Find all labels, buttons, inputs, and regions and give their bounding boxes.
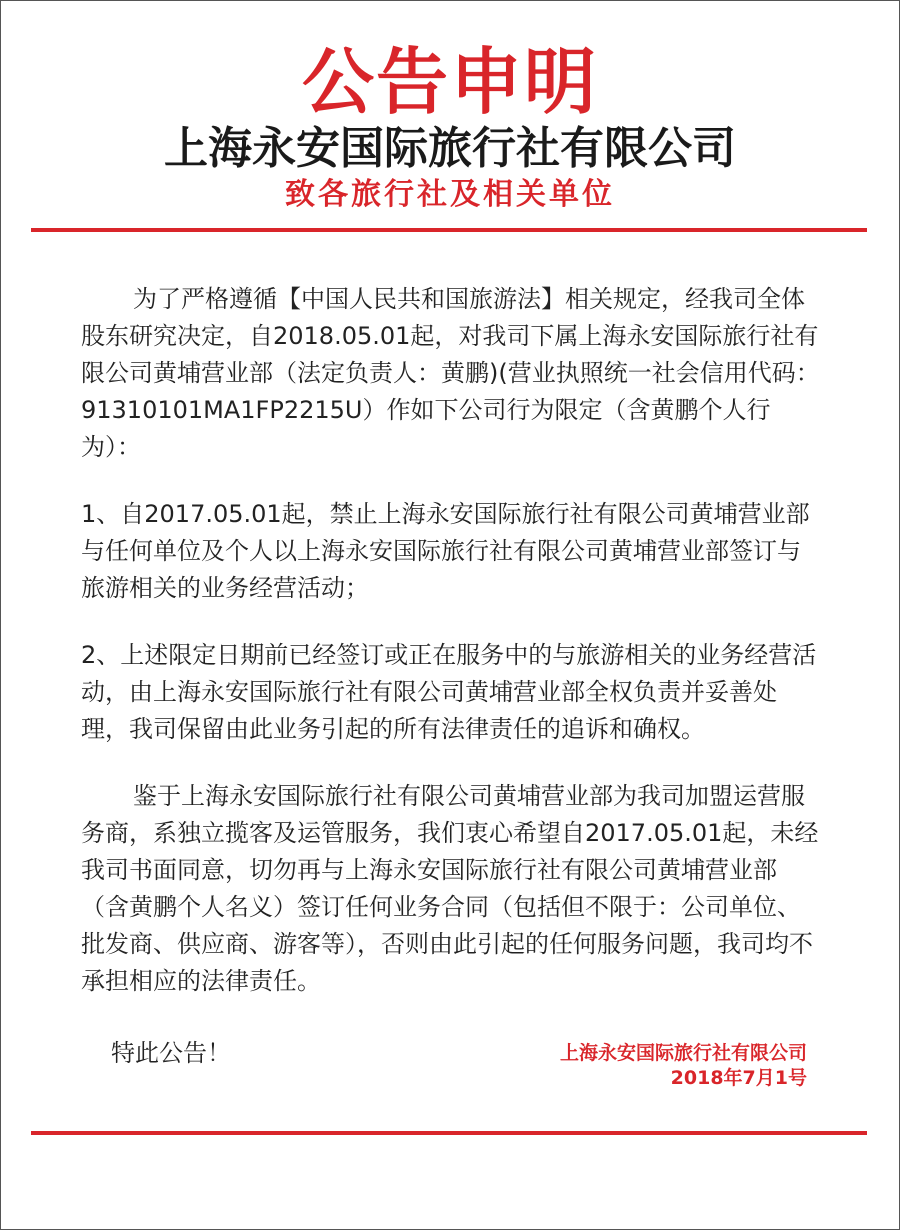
intro-paragraph: 为了严格遵循【中国人民共和国旅游法】相关规定，经我司全体股东研究决定，自2018.05.01起，对我司下属上海永安国际旅行社有限公司黄埔营业部（法定负责人：黄鹏)(营业执照统一社会信用代码：91310101MA1FP2215U）作如下公司行为限定（含黄鹏个人行为）： [81, 285, 820, 461]
recipient-line: 致各旅行社及相关单位 [285, 177, 615, 212]
top-divider [31, 228, 867, 232]
signature-date: 2018年7月1号 [670, 1067, 807, 1089]
signature-company: 上海永安国际旅行社有限公司 [559, 1042, 807, 1064]
announcement-title: 公告申明 [301, 39, 598, 124]
closing-remark: 特此公告！ [111, 1039, 231, 1067]
clause-2-paragraph: 2、上述限定日期前已经签订或正在服务中的与旅游相关的业务经营活动，由上海永安国际旅行社有限公司黄埔营业部全权负责并妥善处理，我司保留由此业务引起的所有法律责任的追诉和确权。 [81, 641, 817, 743]
signature-block [471, 1041, 807, 1091]
notice-paragraph: 鉴于上海永安国际旅行社有限公司黄埔营业部为我司加盟运营服务商，系独立揽客及运管服务，我们衷心希望自2017.05.01起，未经我司书面同意，切勿再与上海永安国际旅行社有限公司黄埔营业部（含黄鹏个人名义）签订任何业务合同（包括但不限于：公司单位、批发商、供应商、游客等），否则由此引起的任何服务问题，我司均不承担相应的法律责任。 [81, 782, 819, 995]
company-name-heading: 上海永安国际旅行社有限公司 [164, 123, 736, 174]
announcement-body [81, 281, 821, 1000]
clause-1-paragraph: 1、自2017.05.01起，禁止上海永安国际旅行社有限公司黄埔营业部与任何单位及个人以上海永安国际旅行社有限公司黄埔营业部签订与旅游相关的业务经营活动； [81, 500, 810, 602]
bottom-divider [31, 1131, 867, 1135]
